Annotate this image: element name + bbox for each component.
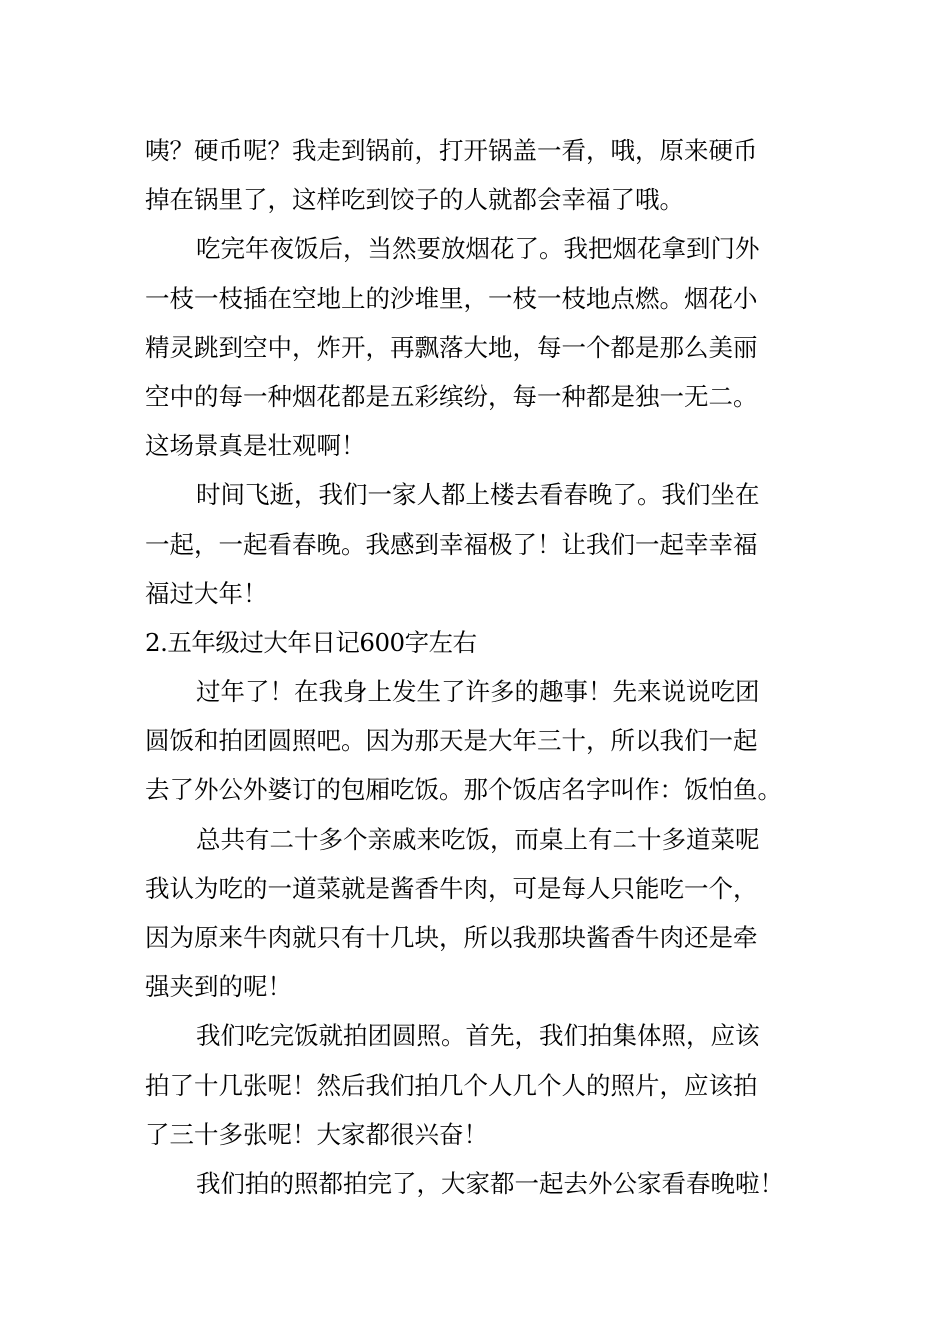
text-line: 咦？硬币呢？我走到锅前，打开锅盖一看，哦，原来硬币 (145, 136, 758, 165)
text-line: 拍了十几张呢！然后我们拍几个人几个人的照片，应该拍 (145, 1070, 758, 1100)
text-line: 精灵跳到空中，炸开，再飘落大地，每一个都是那么美丽 (145, 332, 758, 362)
paragraph-first-line: 我们拍的照都拍完了，大家都一起去外公家看春晚啦！ (196, 1168, 784, 1198)
paragraph-first-line: 时间飞逝，我们一家人都上楼去看春晚了。我们坐在 (196, 480, 760, 510)
text-line: 掉在锅里了，这样吃到饺子的人就都会幸福了哦。 (145, 185, 684, 215)
text-line: 去了外公外婆订的包厢吃饭。那个饭店名字叫作：饭怕鱼。 (145, 775, 782, 805)
text-line: 这场景真是壮观啊！ (145, 431, 366, 461)
text-line: 福过大年！ (145, 578, 268, 608)
text-line: 了三十多张呢！大家都很兴奋！ (145, 1119, 488, 1149)
text-line: 一枝一枝插在空地上的沙堆里，一枝一枝地点燃。烟花小 (145, 283, 758, 313)
paragraph-first-line: 总共有二十多个亲戚来吃饭，而桌上有二十多道菜呢 (196, 824, 760, 854)
section-heading: 2.五年级过大年日记600字左右 (145, 627, 477, 657)
paragraph-first-line: 吃完年夜饭后，当然要放烟花了。我把烟花拿到门外 (196, 234, 760, 264)
text-line: 空中的每一种烟花都是五彩缤纷，每一种都是独一无二。 (145, 381, 758, 411)
document-body (145, 126, 810, 1208)
paragraph-first-line: 过年了！在我身上发生了许多的趣事！先来说说吃团 (196, 677, 760, 707)
text-line: 一起，一起看春晚。我感到幸福极了！让我们一起幸幸福 (145, 529, 758, 559)
text-line: 我认为吃的一道菜就是酱香牛肉，可是每人只能吃一个， (145, 873, 758, 903)
text-line: 因为原来牛肉就只有十几块，所以我那块酱香牛肉还是牵 (145, 923, 758, 952)
paragraph-first-line: 我们吃完饭就拍团圆照。首先，我们拍集体照，应该 (196, 1021, 760, 1051)
text-line: 强夹到的呢！ (145, 972, 292, 1002)
text-line: 圆饭和拍团圆照吧。因为那天是大年三十，所以我们一起 (145, 726, 758, 756)
